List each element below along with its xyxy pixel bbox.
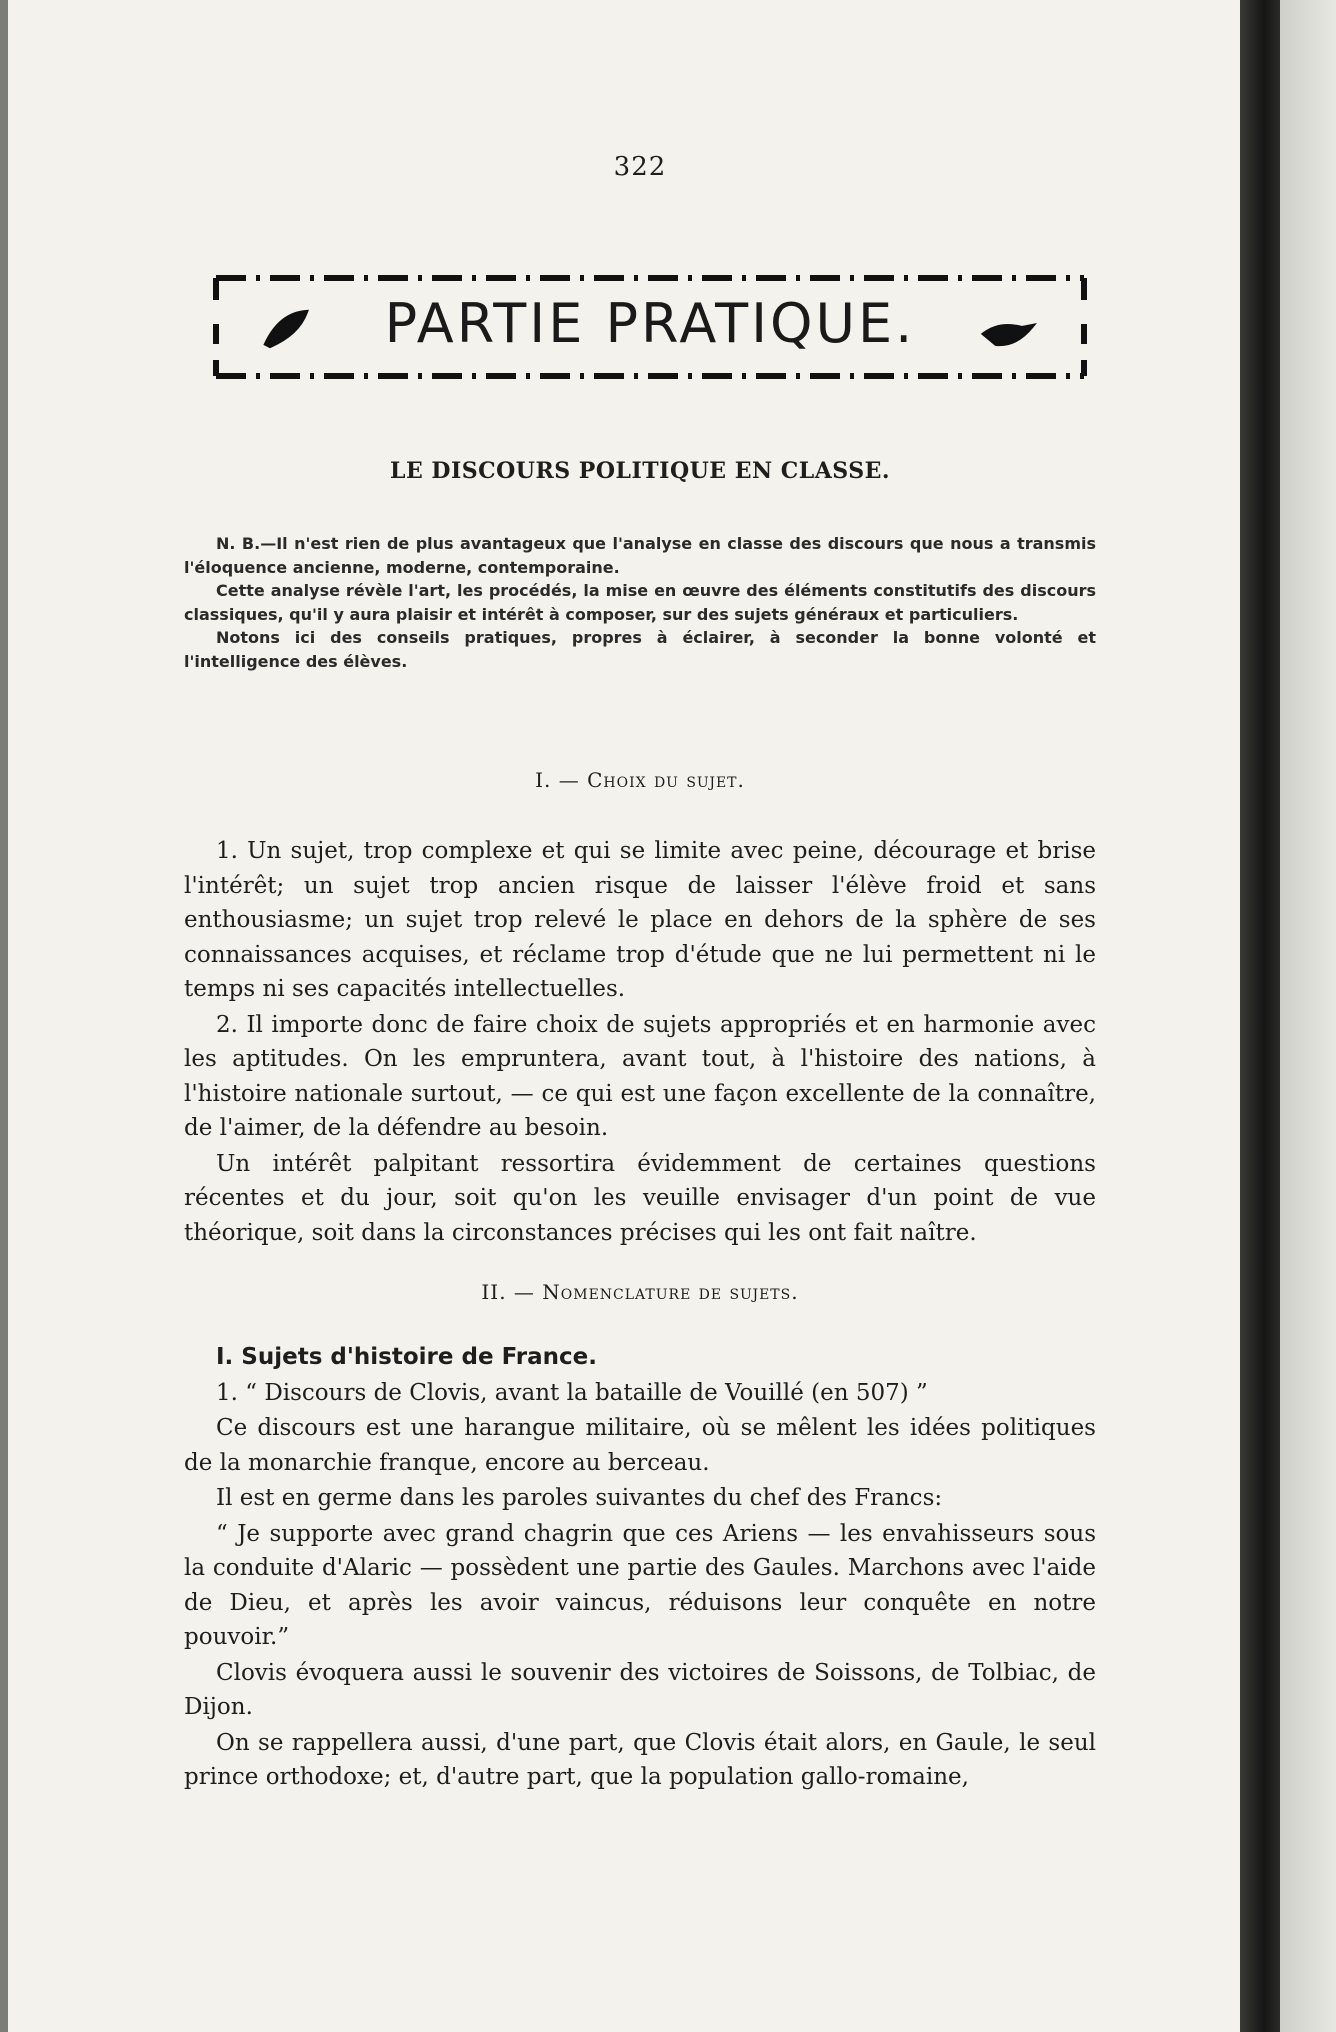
paragraph: Un intérêt palpitant ressortira évidemment de certaines questions récentes et du jour, soit qu'on les veuille envisager d'un point de vue théorique, soit dans la circonstances précises qui les ont fait naître. xyxy=(184,1150,1096,1246)
page-number: 322 xyxy=(613,152,667,182)
paragraph: 1. Un sujet, trop complexe et qui se limite avec peine, décourage et brise l'intérêt; un sujet trop ancien risque de laisser l'élève froid et sans enthousiasme; un sujet trop relevé le place en dehors de la sphère de ses connaissances acquises, et réclame trop d'étude que ne lui permettent ni le temps ni ses capacités intellectuelles. xyxy=(184,838,1096,1002)
item-title: 1. “ Discours de Clovis, avant la bataille de Vouillé (en 507) ” xyxy=(216,1379,928,1406)
section-title: LE DISCOURS POLITIQUE EN CLASSE. xyxy=(389,458,891,484)
paragraph: On se rappellera aussi, d'une part, que Clovis était alors, en Gaule, le seul prince orthodoxe; et, d'autre part, que la population gallo-romaine, xyxy=(184,1729,1096,1790)
choix-du-sujet-body xyxy=(184,834,1096,1251)
nota-bene-block xyxy=(184,532,1096,673)
title-banner xyxy=(210,264,1090,394)
facing-page-edge xyxy=(1280,0,1336,2032)
book-gutter xyxy=(1240,0,1280,2032)
paragraph: Ce discours est une harangue militaire, où se mêlent les idées politiques de la monarchie franque, encore au berceau. xyxy=(184,1415,1096,1476)
nb-paragraph: N. B.—Il n'est rien de plus avantageux que l'analyse en classe des discours que nous a transmis l'éloquence ancienne, moderne, contemporaine. xyxy=(184,534,1096,577)
heading-choix-du-sujet: I. — Choix du sujet. xyxy=(535,768,745,792)
page-content xyxy=(184,0,1096,2032)
nomenclature-body xyxy=(184,1340,1096,1796)
quotation: “ Je supporte avec grand chagrin que ces Ariens — les envahisseurs sous la conduite d'Alaric — possèdent une partie des Gaules. Marchons avec l'aide de Dieu, et après les avoir vaincus, réduisons leur conquête en notre pouvoir.” xyxy=(184,1520,1096,1650)
paragraph: 2. Il importe donc de faire choix de sujets appropriés et en harmonie avec les aptitudes. On les empruntera, avant tout, à l'histoire des nations, à l'histoire nationale surtout, — ce qui est une façon excellente de la connaître, de l'aimer, de la défendre au besoin. xyxy=(184,1011,1096,1141)
banner-title: PARTIE PRATIQUE. xyxy=(384,292,916,355)
nb-paragraph: Notons ici des conseils pratiques, propres à éclairer, à seconder la bonne volonté et l'intelligence des élèves. xyxy=(184,628,1096,671)
heading-nomenclature: II. — Nomenclature de sujets. xyxy=(481,1280,799,1304)
paragraph: Clovis évoquera aussi le souvenir des victoires de Soissons, de Tolbiac, de Dijon. xyxy=(184,1659,1096,1720)
nb-paragraph: Cette analyse révèle l'art, les procédés, la mise en œuvre des éléments constitutifs des discours classiques, qu'il y aura plaisir et intérêt à composer, sur des sujets généraux et particuliers. xyxy=(184,581,1096,624)
paragraph: Il est en germe dans les paroles suivantes du chef des Francs: xyxy=(216,1485,943,1511)
sub-heading: I. Sujets d'histoire de France. xyxy=(216,1344,598,1370)
